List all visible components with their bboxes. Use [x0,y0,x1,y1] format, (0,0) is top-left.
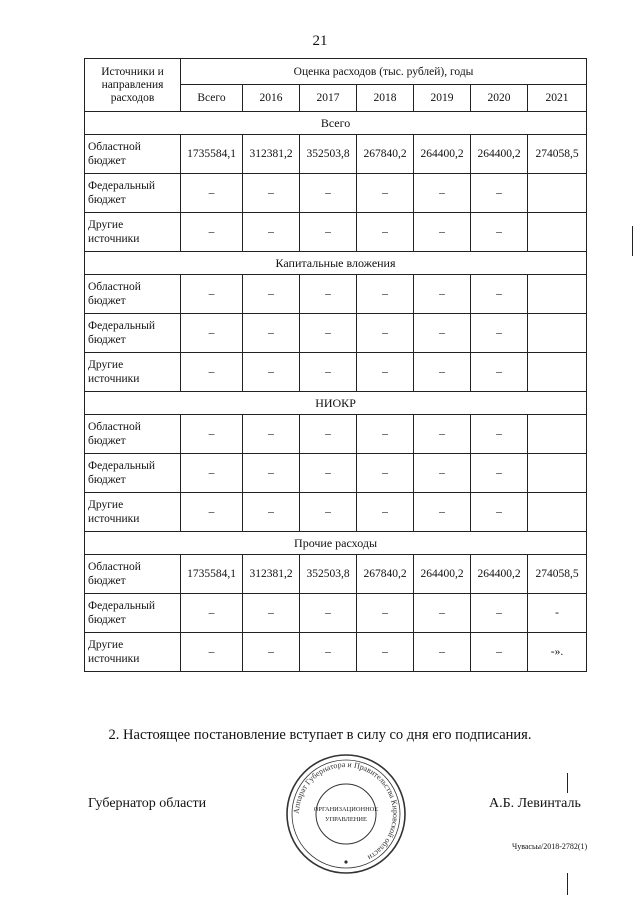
table-row [85,213,587,252]
edge-mark [632,226,633,256]
row-label: Областной бюджет [85,555,181,594]
page-number: 21 [312,33,328,49]
table-cell: 267840,2 [357,555,414,594]
table-cell: – [357,353,414,392]
table-cell: – [181,314,243,353]
table-cell: – [300,314,357,353]
table-cell: – [414,353,471,392]
table-cell: – [181,633,243,672]
stamp-ring-text: Аппарат Губернатора и Правительства Кировской области [291,759,401,863]
table-cell: – [243,314,300,353]
table-cell: – [471,493,528,532]
table-cell: – [414,454,471,493]
official-stamp [284,752,408,876]
table-cell: – [300,353,357,392]
table-cell: – [243,213,300,252]
header-sources: Источники и направления расходов [85,59,181,112]
table-cell: 312381,2 [243,135,300,174]
table-cell: – [471,275,528,314]
table-row [85,174,587,213]
section-title: НИОКР [85,392,587,415]
table-cell: – [414,415,471,454]
table-cell: – [300,275,357,314]
table-cell: – [471,633,528,672]
table-cell: 352503,8 [300,555,357,594]
table-cell: 264400,2 [414,135,471,174]
table-cell: – [300,454,357,493]
stamp-center-ring [316,784,376,844]
table-cell: 264400,2 [471,555,528,594]
table-cell: – [243,275,300,314]
table-cell: 274058,5 [528,555,587,594]
header-estimate: Оценка расходов (тыс. рублей), годы [181,59,587,85]
table-cell: – [357,314,414,353]
row-label: Федеральный бюджет [85,314,181,353]
table-cell: – [300,633,357,672]
table-cell: – [357,633,414,672]
table-cell: – [414,493,471,532]
table-cell: – [414,594,471,633]
section-row [85,532,587,555]
table-cell: – [300,213,357,252]
row-label: Областной бюджет [85,275,181,314]
column-header: 2017 [300,85,357,112]
table-cell: 267840,2 [357,135,414,174]
table-cell: - [528,594,587,633]
table-cell: – [243,493,300,532]
table-cell: – [357,174,414,213]
table-cell: 274058,5 [528,135,587,174]
table-cell: 1735584,1 [181,135,243,174]
row-label: Федеральный бюджет [85,454,181,493]
row-label: Федеральный бюджет [85,594,181,633]
table-cell: – [181,415,243,454]
table-cell: 264400,2 [414,555,471,594]
column-header: Всего [181,85,243,112]
table-row [85,493,587,532]
table-cell: – [243,454,300,493]
table-cell: 352503,8 [300,135,357,174]
table-cell [528,213,587,252]
table-cell: – [181,174,243,213]
section-title: Прочие расходы [85,532,587,555]
table-row [85,275,587,314]
row-label: Областной бюджет [85,135,181,174]
column-header: 2020 [471,85,528,112]
section-title: Капитальные вложения [85,252,587,275]
table-cell: – [357,275,414,314]
table-row [85,555,587,594]
stamp-outer-ring [287,755,405,873]
table-cell: – [471,353,528,392]
column-header: 2019 [414,85,471,112]
table-cell: – [181,594,243,633]
edge-mark [567,873,568,895]
table-cell: – [357,454,414,493]
signatory-position: Губернатор области [88,796,207,811]
stamp-center-line1: ОРГАНИЗАЦИОННОЕ [313,806,379,813]
table-cell: – [243,415,300,454]
signatory-name: А.Б. Левинталь [489,796,581,811]
table-row [85,353,587,392]
row-label: Другие источники [85,353,181,392]
section-row [85,112,587,135]
column-header: 2016 [243,85,300,112]
table-cell: – [471,314,528,353]
table-cell: 312381,2 [243,555,300,594]
table-cell: – [243,353,300,392]
table-cell [528,493,587,532]
table-cell: – [300,493,357,532]
row-label: Федеральный бюджет [85,174,181,213]
table-cell: – [414,213,471,252]
table-cell: – [181,275,243,314]
table-cell: – [181,493,243,532]
table-cell: – [243,174,300,213]
row-label: Другие источники [85,493,181,532]
table-cell: – [471,213,528,252]
table-cell: – [243,633,300,672]
document-code: Чувасьы/2018-2782(1) [512,842,588,851]
table-cell: – [471,415,528,454]
table-row [85,314,587,353]
table-cell: – [414,275,471,314]
table-cell: – [414,174,471,213]
table-cell [528,275,587,314]
table-cell: – [300,415,357,454]
table-cell [528,174,587,213]
table-body [85,112,587,672]
section-row [85,392,587,415]
table-cell: – [181,353,243,392]
table-cell [528,415,587,454]
effective-date-note: 2. Настоящее постановление вступает в силу со дня его подписания. [108,727,532,743]
table-row [85,454,587,493]
table-cell: – [471,594,528,633]
table-row [85,594,587,633]
table-cell: – [181,454,243,493]
table-cell: – [357,594,414,633]
stamp-center-line2: УПРАВЛЕНИЕ [325,816,367,823]
table-cell: – [243,594,300,633]
table-row [85,633,587,672]
column-header: 2021 [528,85,587,112]
table-cell: – [471,454,528,493]
stamp-dot-icon [344,860,347,863]
edge-mark [567,773,568,793]
table-cell: 264400,2 [471,135,528,174]
section-row [85,252,587,275]
table-cell [528,454,587,493]
table-cell: – [471,174,528,213]
table-cell [528,353,587,392]
row-label: Другие источники [85,213,181,252]
table-row [85,415,587,454]
budget-table [84,58,587,672]
table-cell: – [414,633,471,672]
table-cell: – [414,314,471,353]
table-cell: – [357,415,414,454]
table-cell: – [300,174,357,213]
table-cell: – [357,493,414,532]
table-cell: – [300,594,357,633]
section-title: Всего [85,112,587,135]
row-label: Другие источники [85,633,181,672]
table-cell: – [357,213,414,252]
table-cell [528,314,587,353]
table-row [85,135,587,174]
table-cell: 1735584,1 [181,555,243,594]
column-header: 2018 [357,85,414,112]
table-cell: – [181,213,243,252]
table-cell: -». [528,633,587,672]
row-label: Областной бюджет [85,415,181,454]
